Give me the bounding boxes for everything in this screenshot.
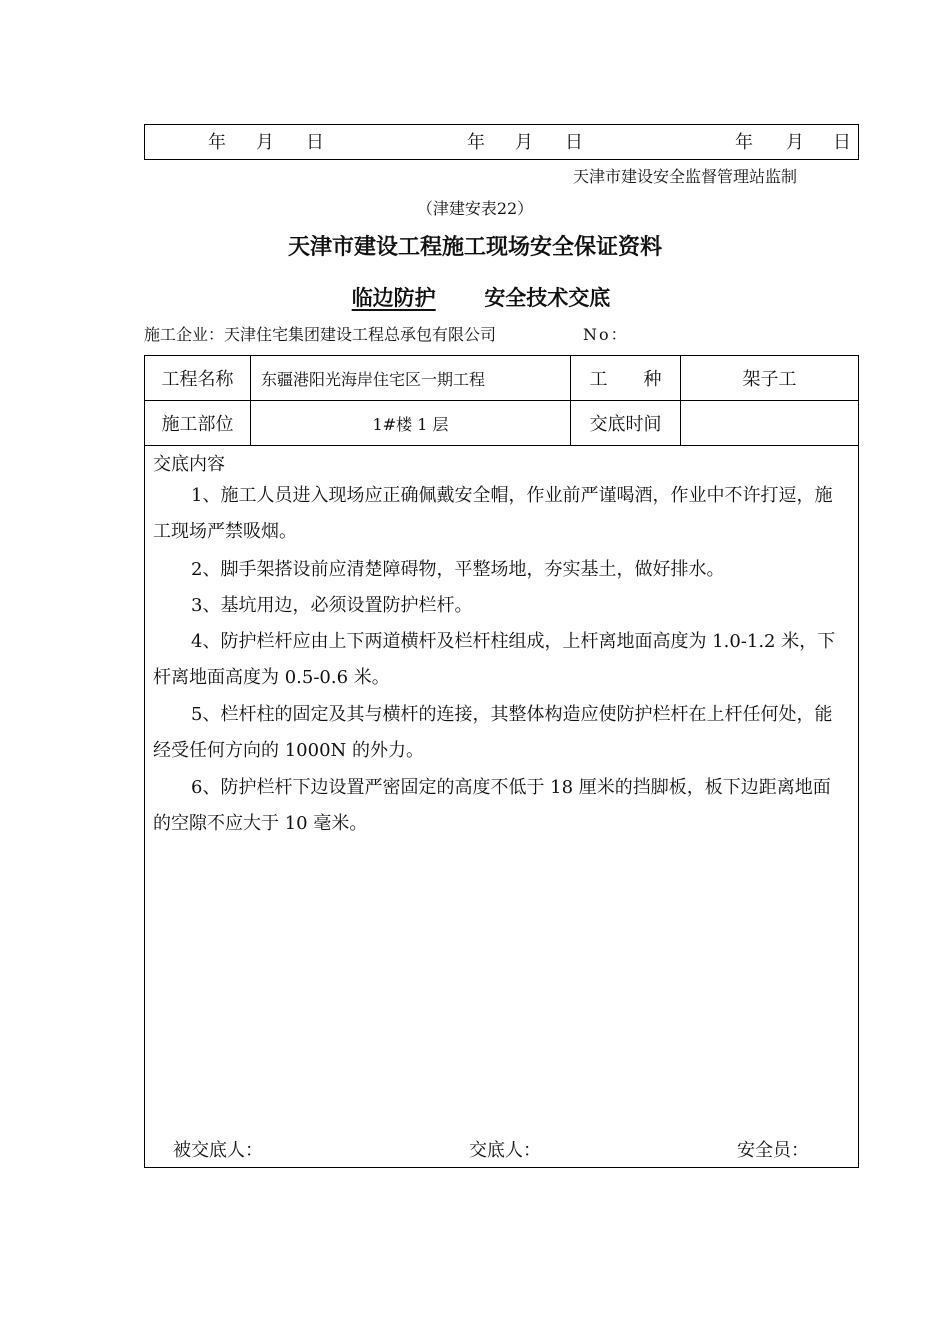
info-table — [144, 355, 859, 446]
giver-signature-label: 交底人： — [469, 1140, 541, 1161]
receiver-signature-label: 被交底人： — [173, 1140, 263, 1161]
document-number-label: No： — [583, 325, 629, 344]
info-row-location — [145, 401, 859, 446]
location-label: 施工部位 — [145, 401, 251, 446]
date-2-day: 日 — [565, 132, 583, 153]
content-label: 交底内容 — [153, 454, 225, 475]
date-1-day: 日 — [306, 132, 324, 153]
subtitle-topic: 临边防护 — [351, 285, 436, 310]
time-label: 交底时间 — [571, 401, 681, 446]
company-name: 天津住宅集团建设工程总承包有限公司 — [224, 325, 497, 344]
supervision-note: 天津市建设安全监督管理站监制 — [573, 167, 798, 186]
date-1-month: 月 — [256, 132, 274, 153]
company-label: 施工企业： — [144, 325, 225, 344]
safety-officer-signature-label: 安全员： — [737, 1140, 809, 1161]
date-row — [144, 124, 859, 160]
form-code: （津建安表22） — [416, 199, 534, 218]
content-paragraph-5: 5、栏杆柱的固定及其与横杆的连接，其整体构造应使防护栏杆在上杆任何处，能经受任何方向的 1000N 的外力。 — [153, 704, 833, 761]
document-title: 天津市建设工程施工现场安全保证资料 — [287, 234, 662, 260]
date-3-day: 日 — [833, 132, 851, 153]
project-name-label: 工程名称 — [145, 356, 251, 401]
content-paragraph-3: 3、基坑用边，必须设置防护栏杆。 — [191, 595, 473, 616]
subtitle-suffix: 安全技术交底 — [484, 285, 611, 310]
time — [681, 401, 859, 446]
date-3-year: 年 — [735, 132, 753, 153]
date-3-month: 月 — [786, 132, 804, 153]
date-1-year: 年 — [208, 132, 226, 153]
content-paragraph-4: 4、防护栏杆应由上下两道横杆及栏杆柱组成，上杆离地面高度为 1.0-1.2 米，下杆离地面高度为 0.5-0.6 米。 — [153, 631, 836, 688]
content-paragraph-6: 6、防护栏杆下边设置严密固定的高度不低于 18 厘米的挡脚板，板下边距离地面的空隙不应大于 10 毫米。 — [153, 777, 831, 834]
date-2-year: 年 — [467, 132, 485, 153]
project-name: 东疆港阳光海岸住宅区一期工程 — [251, 356, 571, 401]
content-paragraph-1: 1、施工人员进入现场应正确佩戴安全帽，作业前严谨喝酒，作业中不许打逗，施工现场严禁吸烟。 — [153, 485, 833, 542]
document-subtitle — [0, 282, 950, 312]
location: 1#楼 1 层 — [251, 401, 571, 446]
date-2-month: 月 — [515, 132, 533, 153]
work-type-label: 工 种 — [571, 356, 681, 401]
content-paragraph-2: 2、脚手架搭设前应清楚障碍物，平整场地，夯实基土，做好排水。 — [191, 559, 725, 580]
info-row-project — [145, 356, 859, 401]
work-type: 架子工 — [681, 356, 859, 401]
company-line — [144, 322, 496, 345]
